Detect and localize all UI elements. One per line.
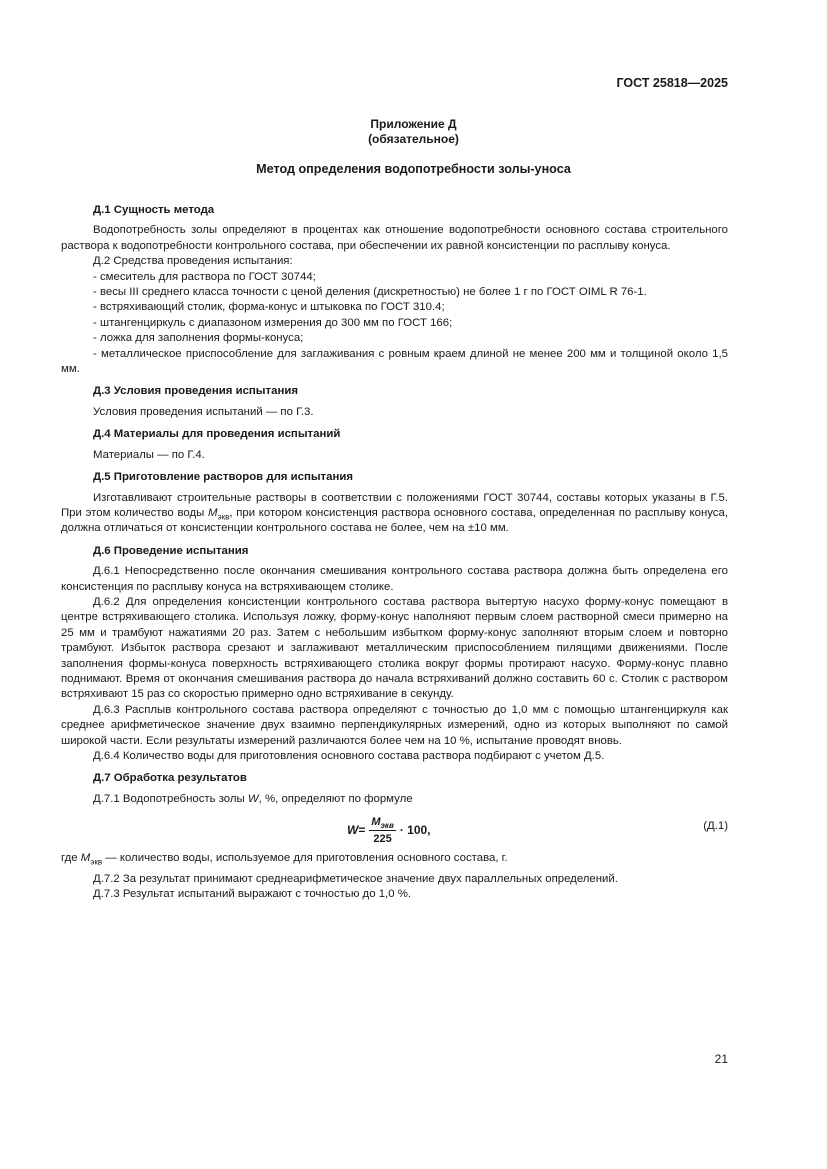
equipment-item: - смеситель для раствора по ГОСТ 30744; xyxy=(93,270,316,283)
section-d4-heading: Д.4 Материалы для проведения испытаний xyxy=(93,428,341,441)
section-d5-text: Изготавливают строительные растворы в соответствии с положениями ГОСТ 30744, составы которых указаны в Г.5. При этом количество воды $M_{экв}$, при котором консистенция раствора основного состава, определенная по расплыву конуса, должна отличаться от консистенции контрольного состава не более, чем на ±10 мм. xyxy=(61,491,728,535)
section-d1-heading: Д.1 Сущность метода xyxy=(93,204,215,216)
appendix-title: Приложение Д xyxy=(370,117,457,131)
section-d7-heading: Д.7 Обработка результатов xyxy=(93,772,247,785)
document-title: Метод определения водопотребности золы-уноса xyxy=(256,162,571,176)
equipment-item: - ложка для заполнения формы-конуса; xyxy=(93,332,304,345)
section-d7-2: Д.7.2 За результат принимают среднеарифметическое значение двух параллельных определений. xyxy=(93,872,618,885)
formula-d1 xyxy=(61,813,728,847)
section-d2-intro: Д.2 Средства проведения испытания: xyxy=(93,255,293,268)
appendix-status: (обязательное) xyxy=(368,132,459,146)
section-d6-1: Д.6.1 Непосредственно после окончания смешивания контрольного состава раствора должна быть определена его консистенция по расплыву конуса на встряхивающем столике. xyxy=(61,565,728,593)
document-body xyxy=(61,203,728,902)
section-d1-text: Водопотребность золы определяют в процентах как отношение водопотребности основного состава строительного раствора к водопотребности контрольного состава, при обеспечении их равной консистенции по расплыву конуса. xyxy=(61,224,728,252)
formula-number: (Д.1) xyxy=(703,820,728,833)
section-d5-heading: Д.5 Приготовление растворов для испытания xyxy=(93,471,353,484)
section-d6-heading: Д.6 Проведение испытания xyxy=(93,544,249,557)
document-code: ГОСТ 25818—2025 xyxy=(616,76,728,90)
appendix-heading xyxy=(0,117,827,147)
section-d3-heading: Д.3 Условия проведения испытания xyxy=(93,385,298,398)
page-number: 21 xyxy=(714,1052,728,1066)
section-d6-4: Д.6.4 Количество воды для приготовления основного состава раствора подбирают с учетом Д.5. xyxy=(93,750,605,762)
equipment-item: - встряхивающий столик, форма-конус и штыковка по ГОСТ 310.4; xyxy=(93,301,445,314)
formula-where: где $M_{экв}$ — количество воды, используемое для приготовления основного состава, г. xyxy=(61,852,508,867)
section-d7-3: Д.7.3 Результат испытаний выражают с точностью до 1,0 %. xyxy=(93,888,411,901)
water-amount-symbol: M xyxy=(208,506,218,519)
equipment-item: - металлическое приспособление для заглаживания с ровным краем длиной не менее 200 мм и толщиной около 1,5 мм. xyxy=(61,347,728,376)
equipment-item: - весы III среднего класса точности с ценой деления (дискретностью) не более 1 г по ГОСТ OIML R 76-1. xyxy=(93,286,647,299)
section-d7-1: Д.7.1 Водопотребность золы W, %, определяют по формуле xyxy=(93,792,413,805)
section-d4-text: Материалы — по Г.4. xyxy=(93,448,205,461)
section-d6-3: Д.6.3 Расплыв контрольного состава раствора определяют с точностью до 1,0 мм с помощью штангенциркуля как среднее арифметическое значение двух взаимно перпендикулярных измерений, одно из которых выполняют по самой широкой части. Если результаты измерений различаются более чем на 10 %, испытание проводят вновь. xyxy=(61,703,728,747)
formula-fraction: $\frac{M_{экв}}{225}$ xyxy=(371,815,394,845)
formula-expression: W = $\frac{M_{экв}}{225}$ · 100, xyxy=(347,815,431,845)
equipment-item: - штангенциркуль с диапазоном измерения до 300 мм по ГОСТ 166; xyxy=(93,316,453,329)
section-d6-2: Д.6.2 Для определения консистенции контрольного состава раствора вытертую насухо форму-конус помещают в центре встряхивающего столика. Используя ложку, форму-конус наполняют первым слоем растворной смеси примерно на 25 мм и трамбуют нажатиями 20 раз. Затем с небольшим избытком форму-конус заполняют вторым слоем и повторно трамбуют. Избыток раствора срезают и заглаживают металлическим приспособлением пилящими движениями. После заполнения формы-конуса поверхность встряхивающего столика вокруг формы протирают насухо. Форму-конус плавно поднимают. Время от окончания смешивания раствора до начала встряхиваний должно составить 60 с. Столик с раствором встряхивают 15 раз со скоростью примерно одно встряхивание в секунду. xyxy=(61,595,728,701)
section-d3-text: Условия проведения испытаний — по Г.3. xyxy=(93,405,314,418)
